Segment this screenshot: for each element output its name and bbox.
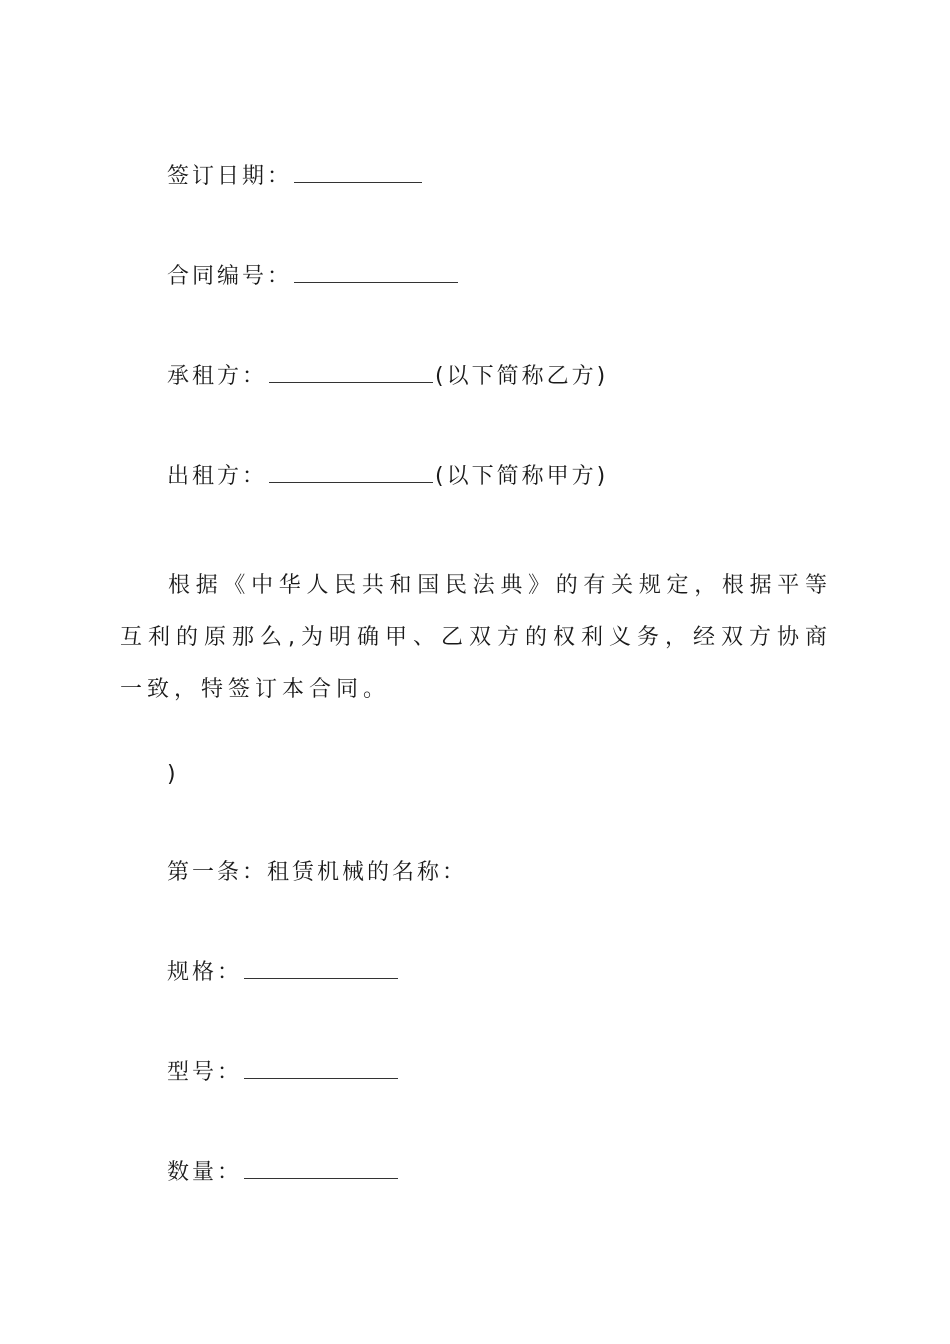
quantity-blank: [244, 1160, 398, 1179]
model-label: 型号：: [167, 1060, 243, 1085]
spec-row: [167, 958, 400, 988]
lessor-suffix: (以下简称甲方): [435, 464, 609, 489]
spec-label: 规格：: [167, 960, 243, 985]
lessee-label: 承租方：: [167, 364, 268, 389]
sign-date-row: [167, 162, 424, 192]
intro-paragraph: 根据《中华人民共和国民法典》的有关规定，根据平等互利的原那么,为明确甲、乙双方的权利义务，经双方协商一致，特签订本合同。: [120, 573, 832, 702]
model-blank: [244, 1060, 398, 1079]
spec-blank: [244, 960, 398, 979]
lessor-label: 出租方：: [167, 464, 268, 489]
lessee-blank: [269, 364, 433, 383]
sign-date-blank: [294, 164, 422, 183]
quantity-row: [167, 1158, 400, 1188]
model-row: [167, 1058, 400, 1088]
contract-no-row: [167, 262, 460, 292]
sign-date-label: 签订日期：: [167, 164, 293, 189]
quantity-label: 数量：: [167, 1160, 243, 1185]
contract-no-blank: [294, 264, 458, 283]
stray-mark: ): [167, 762, 179, 787]
lessor-row: [167, 462, 608, 492]
lessee-suffix: (以下简称乙方): [435, 364, 609, 389]
lessor-blank: [269, 464, 433, 483]
article1-title: 第一条：租赁机械的名称：: [167, 860, 468, 885]
contract-no-label: 合同编号：: [167, 264, 293, 289]
lessee-row: [167, 362, 608, 392]
